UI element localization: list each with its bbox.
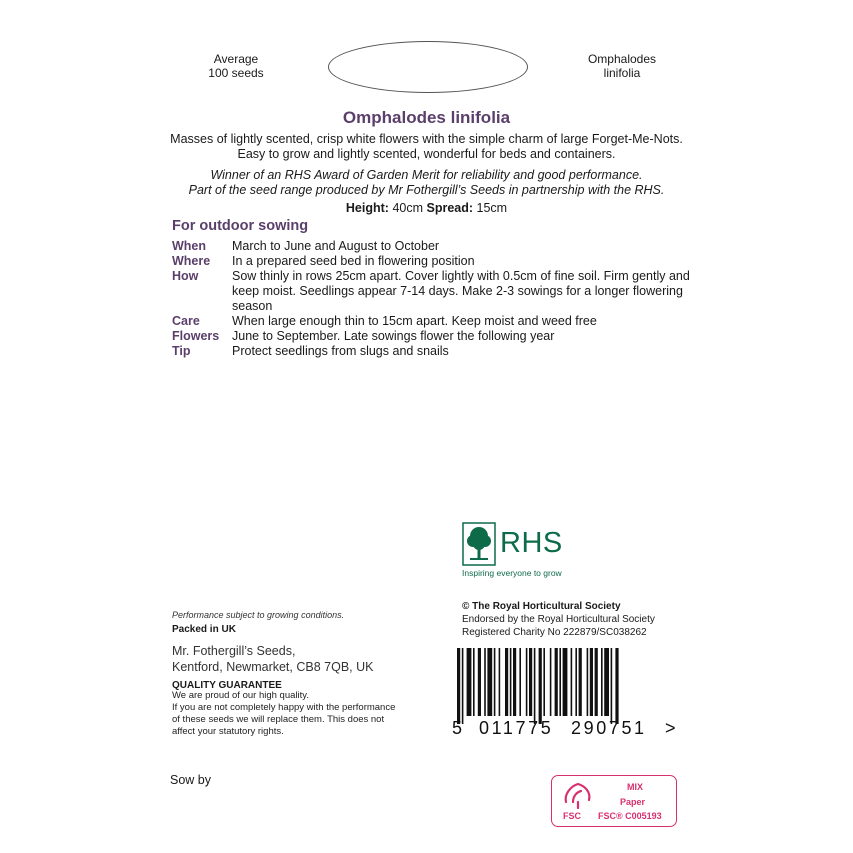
height-value: 40cm <box>392 201 424 215</box>
description-line1: Masses of lightly scented, crisp white flowers with the simple charm of large Forget-Me-Nots. <box>170 132 683 146</box>
fsc-mix: MIX <box>627 782 644 792</box>
spread-label: Spread: <box>426 201 474 215</box>
sowing-label: Where <box>172 254 211 268</box>
barcode-bar <box>563 648 568 716</box>
barcode-bar <box>510 648 512 716</box>
barcode-bar <box>534 648 536 724</box>
variety-line2: linifolia <box>603 66 641 80</box>
barcode-bar <box>478 648 481 716</box>
barcode-bar <box>484 648 486 716</box>
sowing-text: In a prepared seed bed in flowering position <box>232 254 475 268</box>
quality-guarantee-text <box>172 690 442 738</box>
sowing-row-flowers <box>172 329 692 344</box>
qg-line2: If you are not completely happy with the performance <box>172 702 396 713</box>
barcode <box>452 648 685 740</box>
barcode-bar <box>457 648 460 724</box>
sowing-instructions <box>172 239 692 359</box>
sowing-label: How <box>172 269 199 283</box>
company-address <box>172 643 373 675</box>
rhs-info <box>462 600 692 639</box>
barcode-bar <box>513 648 516 716</box>
company-line1: Mr. Fothergill’s Seeds, <box>172 644 296 658</box>
barcode-bar <box>467 648 472 716</box>
sowing-text: When large enough thin to 15cm apart. Keep moist and weed free <box>232 314 597 328</box>
sowing-label: Flowers <box>172 329 220 343</box>
barcode-bar <box>539 648 542 724</box>
barcode-bar <box>575 648 577 716</box>
sowing-text: Protect seedlings from slugs and snails <box>232 344 449 358</box>
sow-by-label: Sow by <box>170 773 211 787</box>
barcode-bar <box>611 648 613 724</box>
barcode-bar <box>550 648 552 716</box>
sowing-label: Care <box>172 314 200 328</box>
barcode-bar <box>571 648 573 716</box>
barcode-bar <box>595 648 598 716</box>
sowing-row-tip <box>172 344 692 359</box>
barcode-group1: 011775 <box>479 718 554 738</box>
barcode-bar <box>494 648 496 716</box>
page-title: Omphalodes linifolia <box>342 108 511 127</box>
sowing-row-where <box>172 254 692 269</box>
variety-line1: Omphalodes <box>587 52 657 66</box>
company-line2: Kentford, Newmarket, CB8 7QB, UK <box>172 660 374 674</box>
height-label: Height: <box>345 201 389 215</box>
seed-window-cutout <box>328 41 528 93</box>
award-line1: Winner of an RHS Award of Garden Merit for reliability and good performance. <box>210 168 643 182</box>
fsc-label: FSC <box>563 811 581 821</box>
sowing-text: March to June and August to October <box>232 239 440 253</box>
barcode-bar <box>555 648 558 716</box>
plant-size <box>0 201 853 215</box>
barcode-bar <box>590 648 593 716</box>
fsc-paper: Paper <box>620 797 646 807</box>
barcode-bar <box>473 648 475 716</box>
rhs-charity: Registered Charity No 222879/SC038262 <box>462 627 647 638</box>
barcode-bar <box>601 648 603 716</box>
barcode-bar <box>462 648 464 724</box>
seed-count-line1: Average <box>213 52 259 66</box>
sowing-label: Tip <box>172 344 191 358</box>
award-line2: Part of the seed range produced by Mr Fothergill’s Seeds in partnership with the RHS. <box>188 183 665 197</box>
barcode-marker: > <box>665 718 676 738</box>
fsc-code: FSC® C005193 <box>598 811 662 821</box>
sowing-text: June to September. Late sowings flower the following year <box>232 329 555 343</box>
rhs-endorsed: Endorsed by the Royal Horticultural Society <box>462 614 655 625</box>
barcode-bars <box>457 648 619 724</box>
barcode-bar <box>529 648 532 716</box>
barcode-digit-first: 5 <box>452 718 463 738</box>
performance-note: Performance subject to growing conditions. <box>172 610 345 620</box>
barcode-bar <box>579 648 582 716</box>
barcode-bar <box>559 648 561 716</box>
barcode-bar <box>543 648 545 716</box>
spread-value: 15cm <box>476 201 508 215</box>
sowing-row-care <box>172 314 692 329</box>
barcode-bar <box>519 648 521 716</box>
barcode-bar <box>587 648 589 716</box>
barcode-bar <box>604 648 609 716</box>
seed-count-line2: 100 seeds <box>208 66 264 80</box>
quality-guarantee-title: QUALITY GUARANTEE <box>172 680 282 691</box>
sowing-text: Sow thinly in rows 25cm apart. Cover lightly with 0.5cm of fine soil. Firm gently and keep moist. Seedlings appear 7-14 days. Make 2-3 sowings for a longer flowering season <box>232 269 690 313</box>
barcode-group2: 290751 <box>571 718 647 738</box>
barcode-bar <box>499 648 501 716</box>
packed-in: Packed in UK <box>172 624 236 635</box>
description-line2: Easy to grow and lightly scented, wonderful for beds and containers. <box>237 147 616 161</box>
award-note <box>150 168 703 198</box>
fsc-tree-icon <box>561 780 595 810</box>
description <box>150 132 703 162</box>
rhs-logo-text: RHS <box>500 527 563 559</box>
sowing-row-when <box>172 239 692 254</box>
sowing-label: When <box>172 239 207 253</box>
barcode-bar <box>505 648 508 716</box>
barcode-bar <box>615 648 618 724</box>
qg-line1: We are proud of our high quality. <box>172 690 309 701</box>
rhs-copyright: © The Royal Horticultural Society <box>462 601 621 612</box>
qg-line3: of these seeds we will replace them. This does not <box>172 714 385 725</box>
seed-count <box>196 52 276 80</box>
barcode-bar <box>487 648 492 716</box>
sowing-row-how <box>172 269 692 314</box>
outdoor-sowing-heading: For outdoor sowing <box>172 218 309 234</box>
barcode-bar <box>526 648 528 716</box>
rhs-tagline: Inspiring everyone to grow <box>462 568 562 578</box>
qg-line4: affect your statutory rights. <box>172 726 284 737</box>
variety-name <box>578 52 666 80</box>
rhs-tree-icon <box>462 522 496 566</box>
